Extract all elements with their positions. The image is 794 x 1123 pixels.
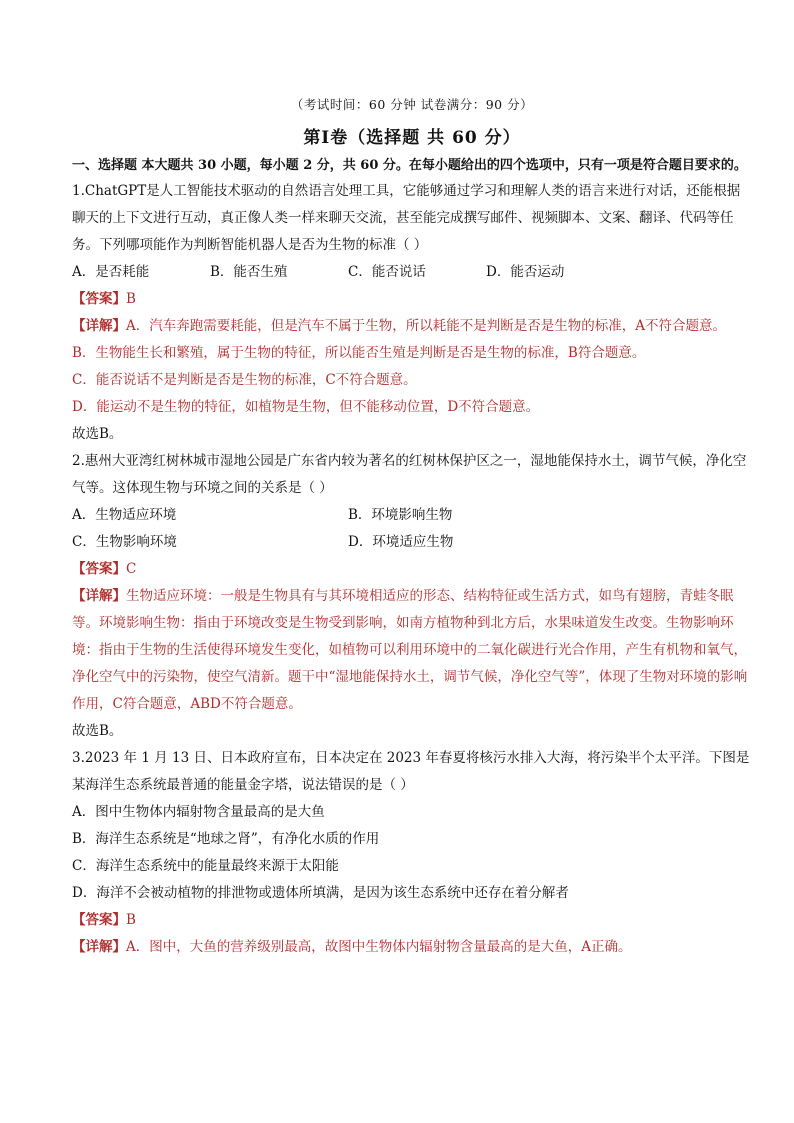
detail-line — [72, 583, 752, 718]
detail-text: A．图中，大鱼的营养级别最高，故图中生物体内辐射物含量最高的是大鱼，A正确。 — [126, 939, 632, 955]
question-2 — [72, 448, 752, 745]
question-options-row-1 — [72, 502, 752, 529]
answer-tag: 【答案】 — [72, 912, 126, 928]
option-a: A．图中生物体内辐射物含量最高的是大鱼 — [72, 804, 325, 820]
detail-line: D．能运动不是生物的特征，如植物是生物，但不能移动位置，D不符合题意。 — [72, 399, 540, 415]
volume-title: 第Ⅰ卷（选择题 共 60 分） — [303, 128, 521, 148]
question-options-row-2 — [72, 529, 752, 556]
option-b: B．环境影响生物 — [348, 507, 453, 523]
detail-text: A．汽车奔跑需要耗能，但是汽车不属于生物，所以耗能不是判断是否是生物的标准，A不符合题意。 — [126, 318, 726, 334]
option-a: A．是否耗能 — [72, 264, 150, 280]
option-d: D．环境适应生物 — [348, 534, 454, 550]
exam-info: （考试时间：60 分钟 试卷满分：90 分） — [290, 97, 534, 112]
option-c: C．能否说话 — [348, 264, 426, 280]
detail-line: C．能否说话不是判断是否是生物的标准，C不符合题意。 — [72, 372, 417, 388]
option-d: D．海洋不会被动植物的排泄物或遗体所填满，是因为该生态系统中还存在着分解者 — [72, 885, 569, 901]
detail-tag: 【详解】 — [72, 588, 126, 604]
option-d: D．能否运动 — [486, 264, 565, 280]
question-3 — [72, 745, 752, 961]
option-c: C．海洋生态系统中的能量最终来源于太阳能 — [72, 858, 339, 874]
answer-value: C — [126, 561, 137, 577]
answer-value: B — [126, 291, 136, 307]
question-stem: 2.惠州大亚湾红树林城市湿地公园是广东省内较为著名的红树林保护区之一，湿地能保持水土，调节气候，净化空气等。这体现生物与环境之间的关系是（ ） — [72, 453, 747, 496]
option-c: C．生物影响环境 — [72, 534, 177, 550]
answer-line — [72, 907, 752, 934]
detail-text: 生物适应环境：一般是生物具有与其环境相适应的形态、结构特征或生活方式，如鸟有翅膀，青蛙冬眠等。环境影响生物：指由于环境改变是生物受到影响，如南方植物种到北方后，水果味道发生改变。生物影响环境：指由于生物的生活使得环境发生变化，如植物可以利用环境中的二氧化碳进行光合作用，产生有机物和氧气，净化空气中的污染物，使空气清新。题干中“湿地能保持水土，调节气候，净化空气等”，体现了生物对环境的影响作用，C符合题意，ABD不符合题意。 — [72, 588, 748, 712]
detail-line: B．生物能生长和繁殖，属于生物的特征，所以能否生殖是判断是否是生物的标准，B符合题意。 — [72, 345, 646, 361]
question-stem: 3.2023 年 1 月 13 日、日本政府宣布，日本决定在 2023 年春夏将核污水排入大海，将污染半个太平洋。下图是某海洋生态系统最普通的能量金字塔，说法错误的是（ ） — [72, 750, 750, 793]
detail-tag: 【详解】 — [72, 318, 126, 334]
question-1 — [72, 178, 752, 448]
section-intro: 一、选择题 本大题共 30 小题，每小题 2 分，共 60 分。在每小题给出的四个选项中，只有一项是符合题目要求的。 — [72, 158, 747, 173]
detail-tag: 【详解】 — [72, 939, 126, 955]
answer-line — [72, 286, 752, 313]
answer-tag: 【答案】 — [72, 291, 126, 307]
option-a: A．生物适应环境 — [72, 507, 177, 523]
detail-line — [72, 934, 752, 961]
answer-value: B — [126, 912, 136, 928]
detail-line — [72, 313, 752, 340]
answer-tag: 【答案】 — [72, 561, 126, 577]
conclusion: 故选B。 — [72, 723, 123, 739]
exam-page — [72, 92, 752, 961]
question-stem: 1.ChatGPT是人工智能技术驱动的自然语言处理工具，它能够通过学习和理解人类的语言来进行对话，还能根据聊天的上下文进行互动，真正像人类一样来聊天交流，甚至能完成撰写邮件、视频脚本、文案、翻译、代码等任务。下列哪项能作为判断智能机器人是否为生物的标准（ ） — [72, 183, 741, 253]
answer-line — [72, 556, 752, 583]
question-options — [72, 259, 752, 286]
conclusion: 故选B。 — [72, 426, 123, 442]
option-b: B．能否生殖 — [210, 264, 288, 280]
option-b: B．海洋生态系统是“地球之肾”，有净化水质的作用 — [72, 831, 380, 847]
